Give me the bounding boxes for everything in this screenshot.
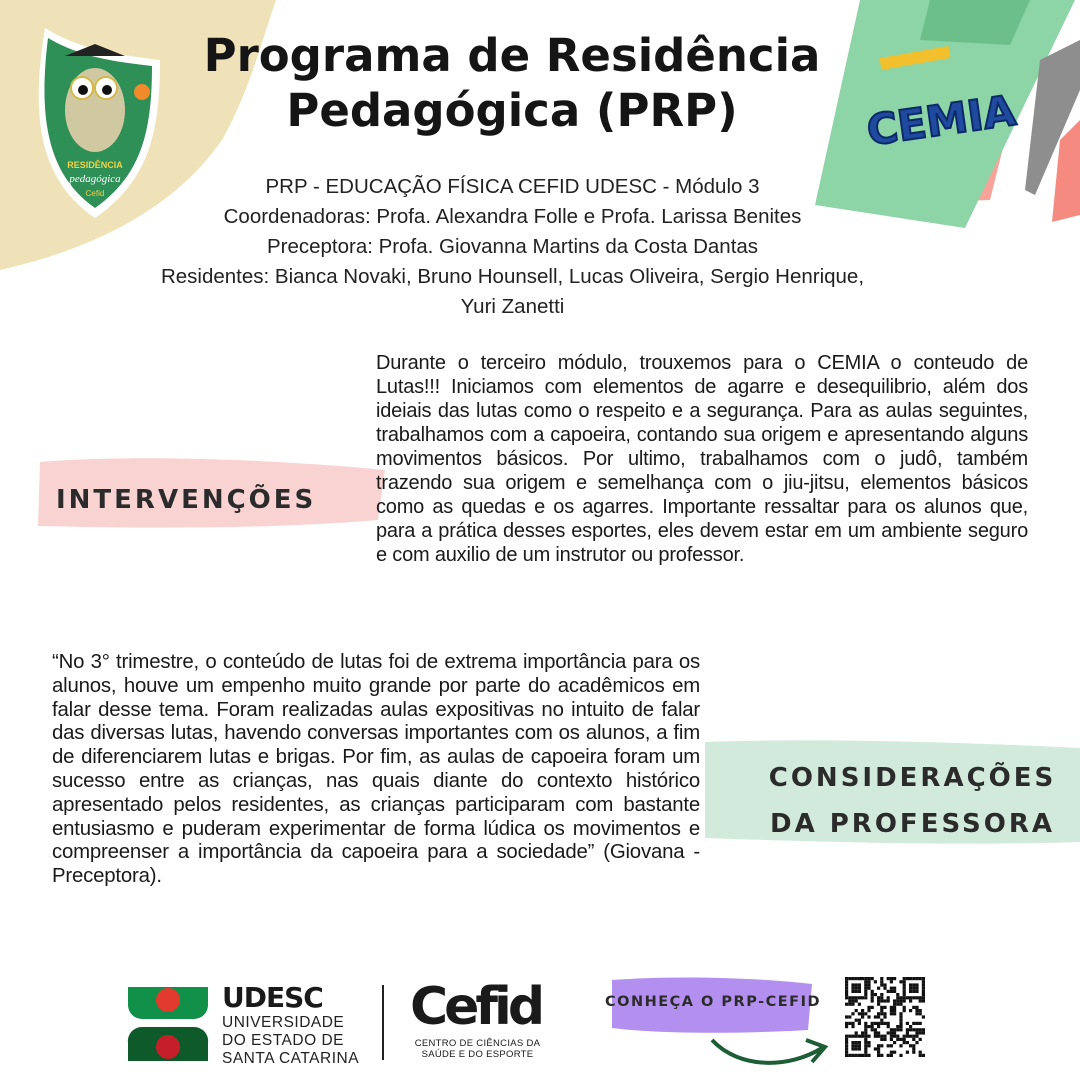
interventions-text: Durante o terceiro módulo, trouxemos para o CEMIA o conteudo de Lutas!!! Iniciamos com elementos de agarre e desequilibrio, além dos ideiais das lutas como o respeito e a segurança. Para as aulas seguintes, trabalhamos com a capoeira, contando sua origem e apresentando alguns movimentos básicos. Por ultimo, trabalhamos com o judô, também trazendo sua origem e semelhança com o jiu-jitsu, elementos básicos como as quedas e os agarres. Importante ressaltar para os alunos que, para a prática desses esportes, eles devem estar em um ambiente seguro e com auxilio de um instrutor ou professor. bbox=[376, 352, 1028, 566]
cefid-line: SAÚDE E DO ESPORTE bbox=[421, 1049, 534, 1060]
module-line: PRP - EDUCAÇÃO FÍSICA CEFID UDESC - Módulo 3 bbox=[265, 175, 760, 198]
svg-text:pedagógica: pedagógica bbox=[69, 173, 121, 185]
udesc-logo-mark bbox=[128, 987, 208, 1061]
logo-text: RESIDÊNCIA bbox=[67, 160, 123, 170]
udesc-logo bbox=[222, 982, 359, 1068]
arrow-icon bbox=[712, 1040, 822, 1063]
svg-text:Cefid: Cefid bbox=[85, 189, 105, 198]
udesc-line: SANTA CATARINA bbox=[222, 1050, 360, 1067]
cefid-line: CENTRO DE CIÊNCIAS DA bbox=[414, 1038, 541, 1049]
label-line: DA PROFESSORA bbox=[770, 809, 1055, 839]
credits bbox=[150, 172, 875, 322]
cta-text: CONHEÇA O PRP-CEFID bbox=[605, 994, 821, 1010]
udesc-name: UDESC bbox=[222, 981, 323, 1014]
interventions-label: INTERVENÇÕES bbox=[56, 485, 317, 515]
coordinators-line: Coordenadoras: Profa. Alexandra Folle e Profa. Larissa Benites bbox=[223, 205, 802, 228]
label-line: CONSIDERAÇÕES bbox=[768, 763, 1057, 793]
teacher-considerations-label bbox=[735, 755, 1080, 847]
qr-code bbox=[845, 977, 925, 1057]
teacher-quote: “No 3° trimestre, o conteúdo de lutas foi de extrema importância para os alunos, houve um empenho muito grande por parte do acadêmicos em falar desse tema. Foram realizadas aulas expositivas no intuito de falar das diversas lutas, havendo conversas importantes com os alunos, a fim de diferenciarem lutas e brigas. Por fim, as aulas de capoeira foram um sucesso entre as crianças, nas quais diante do contexto histórico apresentado pelos residentes, as crianças participaram com bastante entusiasmo e puderam experimentar de forma lúdica os movimentos e compreenser a importância da capoeira para a sociedade” (Giovana - Preceptora). bbox=[52, 651, 700, 888]
page-title: Programa de Residência Pedagógica (PRP) bbox=[203, 29, 821, 137]
residents-line: Residentes: Bianca Novaki, Bruno Hounsell, Lucas Oliveira, Sergio Henrique, Yuri Zanetti bbox=[160, 265, 865, 318]
cemia-logo: CEMIA bbox=[863, 85, 1019, 156]
cefid-logo bbox=[410, 976, 545, 1060]
cefid-name: Cefid bbox=[410, 977, 542, 1037]
udesc-line: UNIVERSIDADE bbox=[222, 1014, 345, 1031]
preceptor-line: Preceptora: Profa. Giovanna Martins da Costa Dantas bbox=[266, 235, 759, 258]
udesc-line: DO ESTADO DE bbox=[222, 1032, 344, 1049]
